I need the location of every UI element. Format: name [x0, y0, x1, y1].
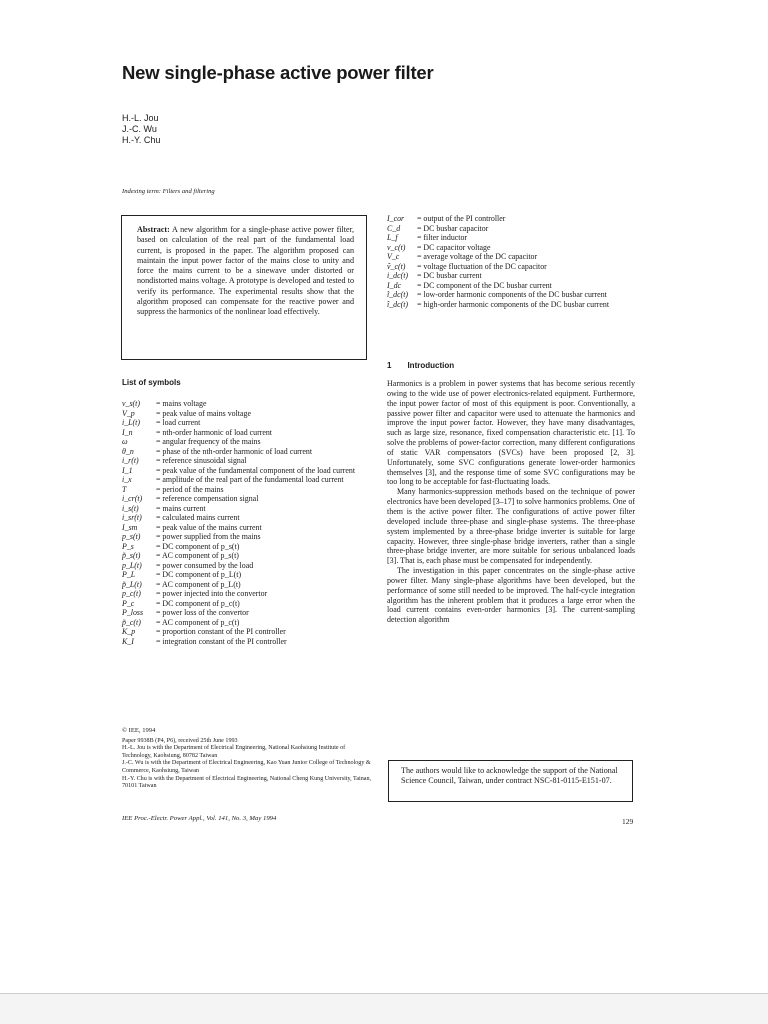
symbol-term: V_p: [122, 408, 135, 418]
symbol-term: i_dc(t): [387, 271, 409, 280]
symbol-entry: [122, 618, 372, 628]
symbol-term: I_cor: [387, 214, 405, 223]
symbol-entry: [387, 300, 635, 310]
symbol-definition: = DC capacitor voltage: [417, 242, 491, 252]
symbol-entry: [387, 243, 635, 253]
symbol-entry: [122, 437, 372, 447]
symbol-definition: = DC busbar current: [417, 271, 482, 280]
abstract-box: [121, 215, 367, 360]
symbol-definition: = power supplied from the mains: [156, 532, 261, 541]
symbol-term: P_c: [122, 598, 135, 608]
symbol-term: v_s(t): [122, 399, 140, 408]
symbol-entry: [122, 542, 372, 552]
symbol-term: ĩ_dc(t): [387, 290, 409, 299]
symbol-term: p̃_c(t): [122, 617, 141, 627]
symbol-entry: [122, 409, 372, 419]
symbol-definition: = DC component of p_s(t): [156, 541, 240, 551]
symbol-entry: [122, 589, 372, 599]
symbol-entry: [122, 608, 372, 618]
symbol-term: p_c(t): [122, 589, 141, 598]
symbol-entry: [122, 532, 372, 542]
symbol-entry: [387, 224, 635, 234]
symbol-definition: = AC component of p_c(t): [156, 617, 240, 627]
symbol-entry: [122, 570, 372, 580]
symbol-term: L_f: [387, 233, 398, 242]
symbol-entry: [122, 580, 372, 590]
symbol-entry: [387, 281, 635, 291]
symbol-entry: [122, 504, 372, 514]
author-affiliation: H.-Y. Chu is with the Department of Electrical Engineering, National Cheng Kung University, Tainan, 70101 Taiwan: [122, 775, 372, 790]
symbol-entry: [387, 290, 635, 300]
symbol-entry: [122, 494, 372, 504]
symbol-term: p̃_L(t): [122, 579, 142, 589]
author-affiliation: J.-C. Wu is with the Department of Electrical Engineering, Kao Yuan Junior College of Technology & Commerce, Kaohsiung, Taiwan: [122, 760, 371, 774]
paper-received-line: Paper 9938B (P4, P6), received 25th June 1993: [122, 737, 238, 744]
acknowledgement-box: The authors would like to acknowledge the support of the National Science Council, Taiwan, under contract NSC-81-0115-E151-07.: [388, 760, 633, 802]
symbol-term: θ_n: [122, 446, 134, 456]
section-number: 1: [387, 361, 392, 370]
symbol-definition: = average voltage of the DC capacitor: [417, 252, 538, 261]
symbol-definition: = high-order harmonic components of the DC busbar current: [417, 299, 610, 309]
symbol-entry: [122, 599, 372, 609]
symbol-entry: [387, 252, 635, 262]
symbol-definition: = AC component of p_L(t): [156, 579, 241, 589]
journal-footer: IEE Proc.-Electr. Power Appl., Vol. 141, No. 3, May 1994: [122, 815, 277, 822]
symbols-heading: List of symbols: [122, 378, 181, 387]
symbol-term: î_dc(t): [387, 299, 409, 309]
symbol-entry: [122, 627, 372, 637]
page-number: 129: [622, 817, 634, 826]
symbol-term: I_dc: [387, 280, 402, 290]
symbol-term: P_s: [122, 541, 134, 551]
symbol-entry: [122, 399, 372, 409]
symbols-list-left: [122, 399, 372, 646]
intro-paragraph: The investigation in this paper concentrates on the single-phase active power filter. Many single-phase algorithms have been developed, but the performance of some still needed to be improved. The half-cycle integration algorithm has the inherent problem that it produces a large error when the load current contains even-order harmonics [3]. The current-sampling detection algorithm: [387, 566, 635, 625]
symbol-term: i_s(t): [122, 503, 139, 513]
symbol-entry: [122, 551, 372, 561]
symbol-entry: [387, 262, 635, 272]
symbol-entry: [122, 456, 372, 466]
symbol-definition: = mains current: [156, 503, 206, 513]
symbol-term: C_d: [387, 223, 401, 233]
symbol-entry: [122, 513, 372, 523]
symbol-definition: = power consumed by the load: [156, 560, 254, 570]
symbol-definition: = AC component of p_s(t): [156, 551, 239, 560]
symbol-definition: = DC component of p_c(t): [156, 598, 240, 608]
symbol-definition: = output of the PI controller: [417, 214, 506, 223]
symbol-term: I_sm: [122, 522, 138, 532]
symbol-definition: = power loss of the convertor: [156, 608, 249, 617]
symbol-term: K_p: [122, 627, 136, 636]
symbol-definition: = voltage fluctuation of the DC capacitor: [417, 261, 547, 271]
section-heading: [387, 361, 470, 370]
symbol-term: i_cr(t): [122, 494, 143, 503]
symbol-definition: = proportion constant of the PI controller: [156, 627, 286, 636]
symbol-definition: = phase of the nth-order harmonic of load current: [156, 446, 313, 456]
author-name: H.-L. Jou: [122, 113, 159, 123]
symbol-entry: [122, 418, 372, 428]
symbol-definition: = reference sinusoidal signal: [156, 456, 247, 465]
symbol-term: K_I: [122, 636, 134, 646]
author-name: J.-C. Wu: [122, 124, 157, 134]
symbol-definition: = peak value of the fundamental component of the load current: [156, 465, 356, 475]
symbol-term: I_1: [122, 465, 133, 475]
symbol-term: ṽ_c(t): [387, 261, 406, 271]
symbol-term: i_x: [122, 475, 132, 484]
symbol-term: P_loss: [122, 608, 144, 617]
symbol-definition: = period of the mains: [156, 484, 224, 494]
symbol-definition: = amplitude of the real part of the fundamental load current: [156, 475, 344, 484]
abstract-text: A new algorithm for a single-phase active power filter, based on calculation of the real part of the fundamental load current, is proposed in the paper. The algorithm proposed can maintain the input power factor of the mains close to unity and force the mains current to be a sinewave under distorted or nondistorted mains voltage. A prototype is developed and tested to verify its performance. The experimental results show that the algorithm proposed can compensate for the reactive power and suppress the harmonics of the nonlinear load effectively.: [137, 225, 354, 317]
copyright-line: © IEE, 1994: [122, 727, 156, 734]
symbol-term: i_L(t): [122, 418, 140, 427]
symbols-list-right: [387, 214, 635, 309]
symbol-definition: = reference compensation signal: [156, 494, 259, 503]
symbol-definition: = peak value of the mains current: [156, 522, 262, 532]
symbol-entry: [387, 233, 635, 243]
symbol-definition: = DC component of the DC busbar current: [417, 280, 552, 290]
symbol-definition: = nth-order harmonic of load current: [156, 427, 272, 437]
symbol-term: p̃_s(t): [122, 551, 141, 560]
symbol-entry: [122, 561, 372, 571]
author-affiliation: H.-L. Jou is with the Department of Electrical Engineering, National Kaohsiung Institute of Technology, Kaohsiung, 80782 Taiwan: [122, 745, 346, 759]
symbol-term: I_n: [122, 427, 133, 437]
symbol-term: i_r(t): [122, 456, 139, 465]
author-list: [122, 113, 160, 146]
introduction-body: [387, 379, 635, 625]
symbol-term: V_c: [387, 252, 400, 261]
symbol-term: ω: [122, 437, 128, 446]
symbol-entry: [387, 271, 635, 281]
symbol-entry: [122, 637, 372, 647]
symbol-entry: [122, 466, 372, 476]
section-title: Introduction: [407, 361, 455, 370]
intro-paragraph: Many harmonics-suppression methods based on the technique of power electronics have been developed [3–17] to solve harmonics problems. One of them is the active power filter. The configurations of active power filter developed include three-phase and single-phase systems. The three-phase system implemented by a three-phase bridge inverter is suitable for large capacity. However, three single-phase bridge inverters, rather than a single three-phase bridge inverter, are more suitable for serious unbalanced loads [3]. That is, each phase must be compensated for independently.: [387, 487, 635, 566]
symbol-term: v_c(t): [387, 242, 406, 252]
symbol-definition: = angular frequency of the mains: [156, 437, 261, 446]
symbol-term: p_s(t): [122, 532, 141, 541]
symbol-entry: [122, 485, 372, 495]
symbol-definition: = integration constant of the PI controller: [156, 636, 287, 646]
symbol-definition: = peak value of mains voltage: [156, 408, 251, 418]
paper-title: New single-phase active power filter: [122, 62, 434, 83]
symbol-definition: = DC busbar capacitor: [417, 223, 489, 233]
symbol-entry: [122, 475, 372, 485]
symbol-entry: [122, 447, 372, 457]
symbol-definition: = mains voltage: [156, 399, 207, 408]
publication-notes: [122, 727, 372, 791]
symbol-definition: = filter inductor: [417, 233, 468, 242]
symbol-term: p_L(t): [122, 560, 142, 570]
symbol-entry: [122, 428, 372, 438]
abstract-label: Abstract:: [137, 225, 170, 234]
symbol-entry: [122, 523, 372, 533]
symbol-entry: [387, 214, 635, 224]
symbol-definition: = DC component of p_L(t): [156, 570, 242, 579]
symbol-term: P_L: [122, 570, 136, 579]
symbol-definition: = power injected into the convertor: [156, 589, 268, 598]
symbol-term: i_sr(t): [122, 513, 142, 522]
symbol-definition: = low-order harmonic components of the DC busbar current: [417, 290, 607, 299]
symbol-term: T: [122, 484, 127, 494]
author-name: H.-Y. Chu: [122, 135, 161, 145]
symbol-definition: = calculated mains current: [156, 513, 240, 522]
intro-paragraph: Harmonics is a problem in power systems that has become serious recently owing to the wide use of power electronics-related equipment. Furthermore, the input power factor of most of this equipment is poor. Conventionally, a passive power filter and capacitor were used to attenuate the harmonics and improve the input power factor. However, they have many disadvantages, such as large size, resonance, fixed compensation characteristic etc. [1]. To solve the problems of power-factor correction, many different configurations of static VAR compensators (SVCs) have been proposed [2, 3]. Unfortunately, some SVC configurations generate lower-order harmonics themselves [3], and the response time of some SVC configurations may be too long to be acceptable for fast-fluctuating loads.: [387, 379, 635, 487]
symbol-definition: = load current: [156, 418, 201, 427]
indexing-terms: Indexing term: Filters and filtering: [122, 188, 215, 195]
